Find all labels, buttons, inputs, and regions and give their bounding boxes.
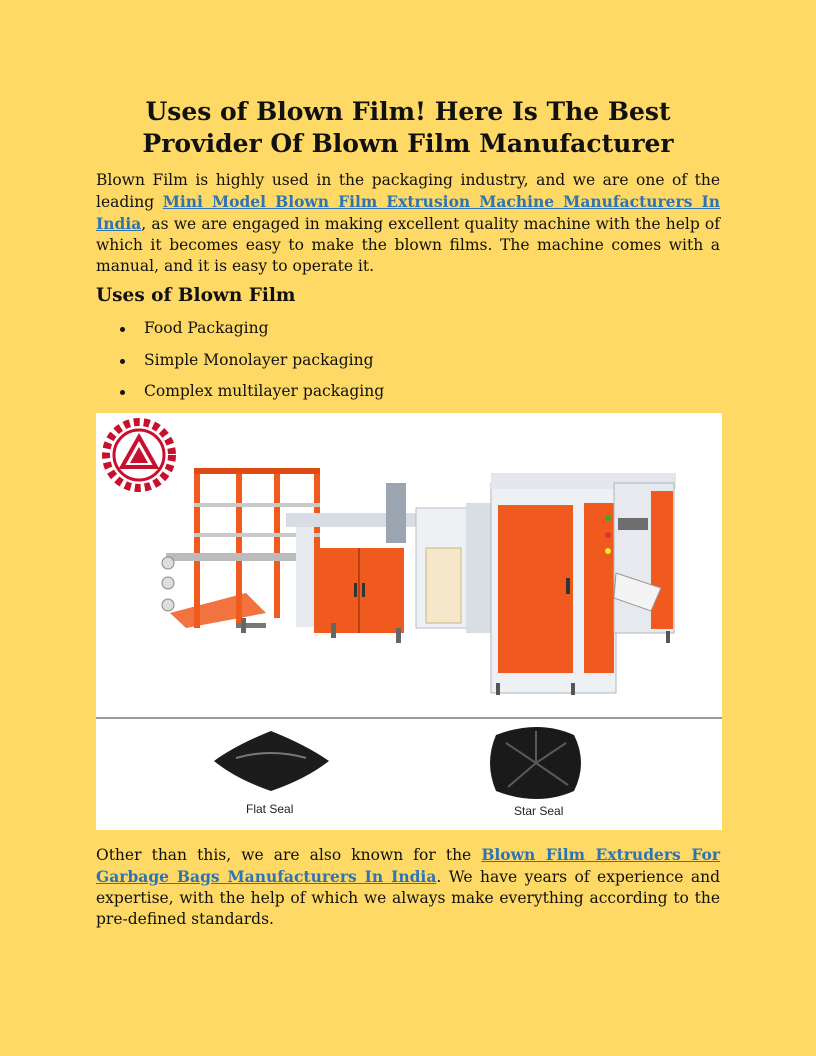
list-item: Complex multilayer packaging	[96, 381, 384, 413]
page-title: Uses of Blown Film! Here Is The Best Provider Of Blown Film Manufacturer	[142, 97, 674, 158]
uses-list	[96, 318, 384, 413]
intro-paragraph	[96, 170, 720, 277]
flat-seal-caption: Flat Seal	[246, 802, 294, 816]
machine-illustration	[96, 413, 722, 830]
flat-seal-bag	[214, 731, 329, 791]
star-seal-caption: Star Seal	[514, 804, 564, 818]
outro-text-after: . We have years of experience and expertise, with the help of which we always make everything according to the pre-defined standards.	[96, 868, 720, 928]
outro-text-before: Other than this, we are also known for the	[96, 846, 482, 864]
list-item: Simple Monolayer packaging	[96, 350, 384, 382]
intro-text-after: , as we are engaged in making excellent quality machine with the help of which it becomes easy to make the blown films. The machine comes with a manual, and it is easy to operate it.	[96, 215, 720, 275]
star-seal-bag	[490, 727, 581, 799]
company-gear-logo-icon	[106, 422, 172, 488]
list-item: Food Packaging	[96, 318, 384, 350]
intro-text-before: Blown Film is highly used in the packaging industry, and we are one of the leading	[96, 171, 720, 211]
machine-image	[96, 413, 722, 830]
machine-right-cabinet	[491, 473, 676, 695]
outro-paragraph	[96, 844, 720, 930]
garbage-bags-extruders-link[interactable]: Blown Film Extruders For Garbage Bags Manufacturers In India	[96, 845, 720, 886]
uses-heading: Uses of Blown Film	[96, 285, 296, 306]
mini-model-link[interactable]: Mini Model Blown Film Extrusion Machine Manufacturers In India	[96, 192, 720, 233]
